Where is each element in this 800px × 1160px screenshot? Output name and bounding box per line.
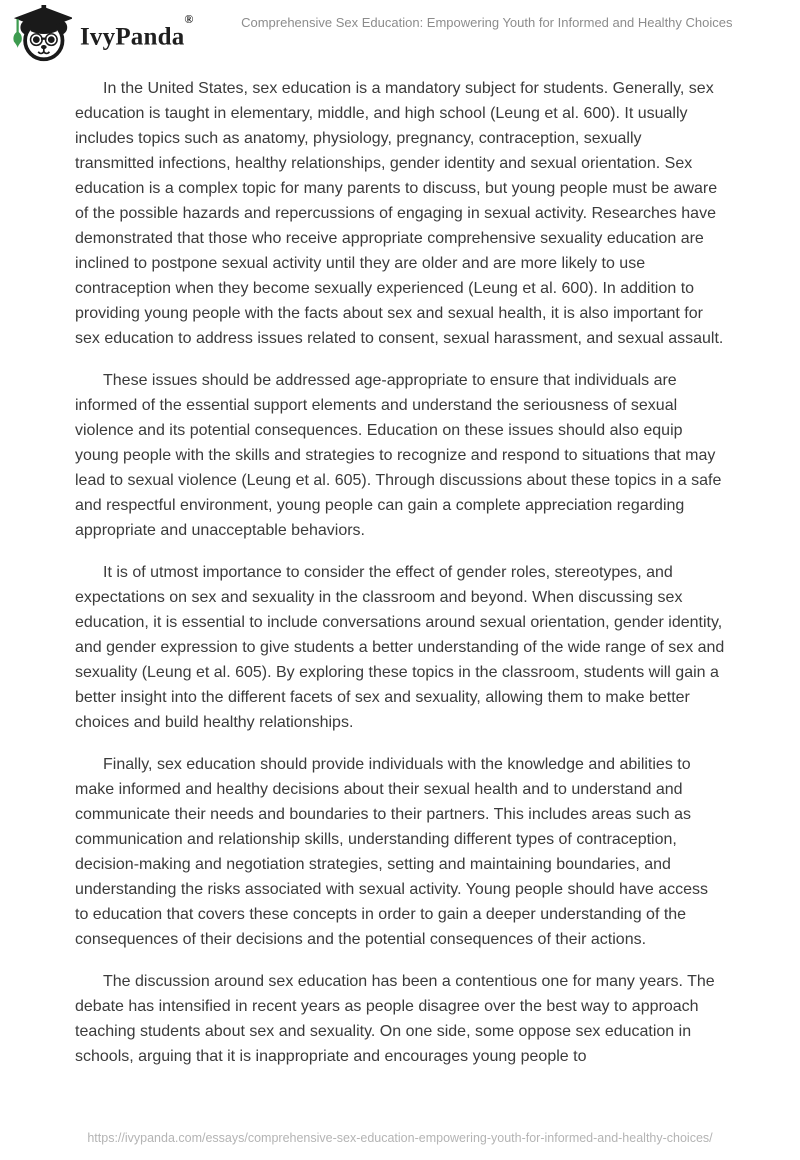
panda-graduate-icon (10, 5, 72, 63)
paragraph-2: These issues should be addressed age-appropriate to ensure that individuals are informed of the essential support elements and understand the seriousness of sexual violence and its potential consequences. Education on these issues should also equip young people with the skills and strategies to recognize and respond to situations that may lead to sexual violence (Leung et al. 605). Through discussions about these topics in a safe and respectful environment, young people can gain a complete appreciation regarding appropriate and unacceptable behaviors. (75, 372, 722, 539)
source-url-link[interactable]: https://ivypanda.com/essays/comprehensive-sex-education-empowering-youth-for-informed-and-healthy-choices/ (87, 1131, 713, 1145)
paragraph-4: Finally, sex education should provide individuals with the knowledge and abilities to make informed and healthy decisions about their sexual health and to understand and communicate their needs and boundaries to their partners. This includes areas such as communication and relationship skills, understanding different types of contraception, decision-making and negotiation strategies, setting and maintaining boundaries, and understanding the risks associated with sexual activity. Young people should have access to education that covers these concepts in order to gain a deeper understanding of the consequences of their decisions and the potential consequences of their actions. (75, 756, 708, 948)
registered-mark: ® (184, 12, 194, 26)
paragraph-1: In the United States, sex education is a mandatory subject for students. Generally, sex education is taught in elementary, middle, and high school (Leung et al. 600). It usually includes topics such as anatomy, physiology, pregnancy, contraception, sexually transmitted infections, healthy relationships, gender identity and sexual orientation. Sex education is a complex topic for many parents to discuss, but young people must be aware of the possible hazards and repercussions of engaging in sexual activity. Researches have demonstrated that those who receive appropriate comprehensive sexuality education are inclined to postpone sexual activity until they are older and are more likely to use contraception when they become sexually experienced (Leung et al. 600). In addition to providing young people with the facts about sex and sexual health, it is also important for sex education to address issues related to consent, sexual harassment, and sexual assault. (75, 80, 724, 347)
page-header (0, 0, 800, 62)
paragraph-5: The discussion around sex education has been a contentious one for many years. The debate has intensified in recent years as people disagree over the best way to approach teaching students about sex and sexuality. On one side, some oppose sex education in schools, arguing that it is inappropriate and encourages young people to (75, 973, 715, 1065)
logo-text: IvyPanda® (80, 12, 194, 51)
page-title: Comprehensive Sex Education: Empowering Youth for Informed and Healthy Choices (241, 15, 733, 30)
paragraph-3: It is of utmost importance to consider the effect of gender roles, stereotypes, and expectations on sex and sexuality in the classroom and beyond. When discussing sex education, it is essential to include conversations around sexual orientation, gender identity, and gender expression to give students a better understanding of the wide range of sex and sexuality (Leung et al. 605). By exploring these topics in the classroom, students will gain a better insight into the different facets of sex and sexuality, allowing them to make better choices and build healthy relationships. (75, 564, 725, 731)
page-footer (0, 1129, 800, 1147)
essay-body (75, 76, 725, 1069)
ivypanda-logo[interactable] (10, 2, 194, 66)
